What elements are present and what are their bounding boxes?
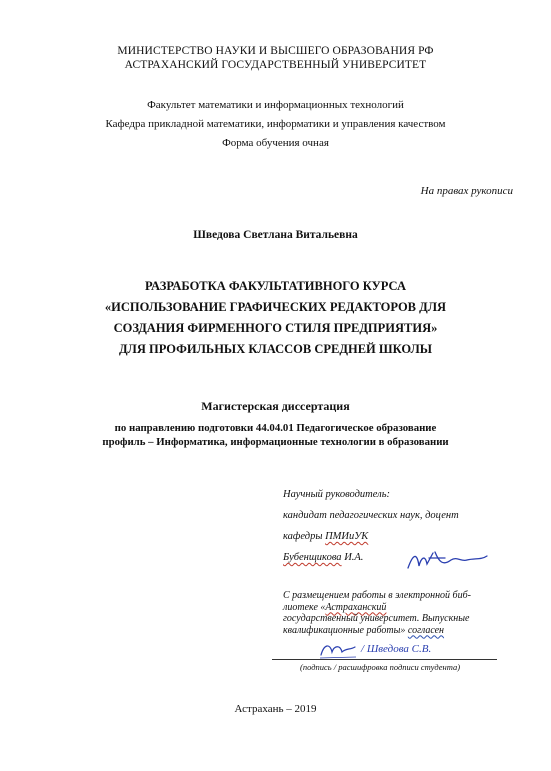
- ministry-header: [0, 44, 551, 72]
- signature-caption: (подпись / расшифровка подписи студента): [300, 662, 461, 672]
- faculty-name: Факультет математики и информационных технологий: [147, 99, 404, 111]
- library-consent: [283, 590, 518, 636]
- dissertation-type: Магистерская диссертация: [201, 399, 350, 413]
- chair-abbreviation: ПМИиУК: [325, 531, 369, 542]
- consent-line: [283, 602, 518, 614]
- consent-line: С размещением работы в электронной биб-: [283, 590, 471, 601]
- consent-prefix: лиотеке «: [283, 601, 326, 613]
- consent-university: Астраханский: [325, 601, 387, 613]
- chair-name: Кафедра прикладной математики, информатики и управления качеством: [105, 118, 446, 130]
- department-block: [0, 96, 551, 153]
- consent-line: [283, 625, 518, 637]
- student-signature-icon: [318, 640, 358, 660]
- thesis-title: [20, 276, 531, 360]
- ministry-name: МИНИСТЕРСТВО НАУКИ И ВЫСШЕГО ОБРАЗОВАНИЯ РФ: [117, 45, 434, 57]
- direction-line: по направлению подготовки 44.04.01 Педагогическое образование: [114, 422, 437, 434]
- consent-prefix: квалификационные работы»: [283, 624, 408, 636]
- title-line: «ИСПОЛЬЗОВАНИЕ ГРАФИЧЕСКИХ РЕДАКТОРОВ ДЛЯ: [104, 300, 447, 314]
- title-line: СОЗДАНИЯ ФИРМЕННОГО СТИЛЯ ПРЕДПРИЯТИЯ»: [113, 321, 438, 335]
- consent-line: государственный университет. Выпускные: [283, 613, 470, 624]
- supervisor-degree: кандидат педагогических наук, доцент: [283, 510, 459, 521]
- chair-prefix: кафедры: [283, 531, 326, 542]
- signature-line: [272, 659, 497, 660]
- student-name-handwritten: / Шведова С.В.: [361, 643, 432, 655]
- direction-line: профиль – Информатика, информационные технологии в образовании: [102, 436, 449, 448]
- study-direction: [30, 421, 521, 449]
- city-year: Астрахань – 2019: [234, 703, 317, 715]
- title-line: ДЛЯ ПРОФИЛЬНЫХ КЛАССОВ СРЕДНЕЙ ШКОЛЫ: [118, 342, 433, 356]
- consent-agree-word: согласен: [407, 624, 445, 636]
- author-name: Шведова Светлана Витальевна: [193, 229, 358, 241]
- study-form: Форма обучения очная: [222, 137, 329, 149]
- supervisor-surname: Бубенщикова: [283, 552, 342, 563]
- university-name: АСТРАХАНСКИЙ ГОСУДАРСТВЕННЫЙ УНИВЕРСИТЕТ: [124, 59, 427, 71]
- supervisor-signature-icon: [405, 548, 490, 574]
- supervisor-initials: И.А.: [341, 552, 364, 563]
- supervisor-label: Научный руководитель:: [283, 489, 391, 500]
- supervisor-chair: [283, 526, 459, 547]
- manuscript-rights: На правах рукописи: [420, 185, 513, 197]
- title-line: РАЗРАБОТКА ФАКУЛЬТАТИВНОГО КУРСА: [144, 279, 406, 293]
